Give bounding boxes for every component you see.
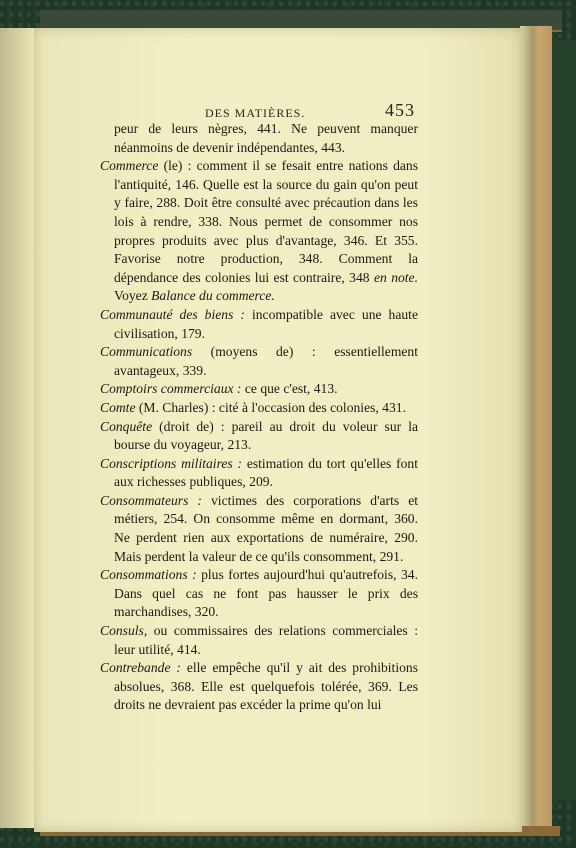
- entry-text: incompatible avec une haute civilisation, 179.: [114, 306, 418, 341]
- index-entry-consommations: [100, 566, 418, 622]
- index-entry-communications: [100, 343, 418, 380]
- index-entry-communaute: [100, 306, 418, 343]
- entry-text: plus fortes aujourd'hui qu'autrefois, 34. Dans quel cas ne font pas hausser le prix des marchandises, 320.: [114, 567, 418, 620]
- entry-heading: Consommations :: [100, 567, 197, 583]
- facing-page-edge: [0, 28, 36, 828]
- entry-text: (moyens de) : essentiellement avantageux, 339.: [114, 344, 418, 378]
- entry-heading: Consuls,: [100, 623, 148, 639]
- entry-heading: Conscriptions militaires :: [100, 455, 243, 471]
- entry-cross-reference: Balance du commerce.: [151, 288, 275, 304]
- entry-text: estimation du tort qu'elles font aux richesses publiques, 209.: [114, 455, 418, 490]
- entry-heading: Commerce: [100, 158, 159, 174]
- cover-right-edge: [552, 40, 576, 800]
- index-entry-contrebande: [100, 659, 418, 715]
- entry-heading: Conquête: [100, 418, 153, 434]
- entry-voyez: Voyez: [114, 288, 152, 304]
- entry-note: en note.: [373, 269, 418, 285]
- entry-text: (le) : comment il se fesait entre nations dans l'antiquité, 146. Quelle est la source du gain qu'on peut y faire, 288. Doit être consulté avec précaution dans les lois à rendre, 338. Nous permet de consommer nos propres produits avec plus d'avantage, 346. Et 355. Favorise notre production, 348. Comment la dépendance des colonies lui est contraire, 348: [114, 158, 418, 285]
- entry-heading: Communications: [100, 344, 193, 360]
- entry-heading: Comte: [100, 399, 136, 415]
- index-entry-comte: [100, 399, 418, 418]
- page-number: 453: [385, 100, 415, 120]
- index-entry-consommateurs: [100, 492, 418, 566]
- running-title: DES MATIÈRES.: [205, 106, 306, 120]
- entry-text: peur de leurs nègres, 441. Ne peuvent manquer néanmoins de devenir indépendantes, 443.: [114, 121, 418, 155]
- index-entry-conquete: [100, 418, 418, 455]
- index-entry-consuls: [100, 622, 418, 659]
- index-entry-conscriptions: [100, 455, 418, 492]
- page-block-edge: [520, 26, 552, 832]
- entry-heading: Comptoirs commerciaux :: [100, 381, 242, 397]
- entry-heading: Consommateurs :: [100, 492, 202, 508]
- index-entry-comptoirs: [100, 380, 418, 399]
- entry-heading: Communauté des biens :: [100, 306, 245, 322]
- entry-text: ce que c'est, 413.: [241, 381, 338, 397]
- index-entry-commerce: [100, 157, 418, 306]
- entry-text: victimes des corporations d'arts et métiers, 254. On consomme même en dormant, 360. Ne perdent rien aux exportations de numéraire, 290. Mais perdent la valeur de ce qu'ils consomment, 291.: [114, 492, 418, 564]
- continued-entry: [100, 120, 418, 157]
- entry-text: (droit de) : pareil au droit du voleur sur la bourse du voyageur, 213.: [114, 418, 418, 453]
- entry-text: elle empêche qu'il y ait des prohibitions absolues, 368. Elle est quelquefois tolérée, 369. Les droits ne devraient pas excéder la prime qu'on lui: [114, 660, 418, 713]
- entry-text: ou commissaires des relations commerciales : leur utilité, 414.: [114, 623, 418, 657]
- entry-heading: Contrebande :: [100, 660, 181, 676]
- entry-text: (M. Charles) : cité à l'occasion des colonies, 431.: [135, 399, 406, 415]
- index-text: [100, 120, 418, 715]
